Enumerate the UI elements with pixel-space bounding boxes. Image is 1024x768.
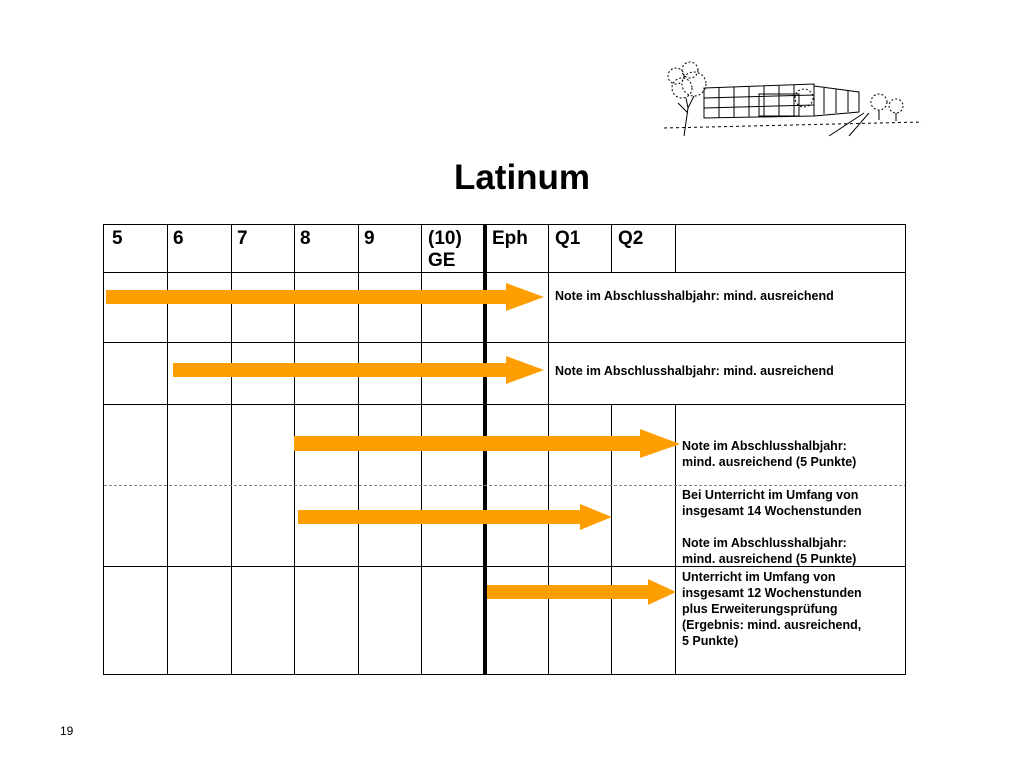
header-grade-6: 6 (173, 228, 184, 249)
header-grade-5: 5 (112, 228, 123, 249)
header-grade-7: 7 (237, 228, 248, 249)
page-number: 19 (60, 724, 74, 738)
header-grade-8: 8 (300, 228, 311, 249)
arrow-row-1 (106, 283, 544, 311)
arrow-row-4 (298, 504, 612, 530)
note-row-2: Note im Abschlusshalbjahr: mind. ausreichend (555, 364, 834, 378)
header-q2: Q2 (618, 228, 644, 249)
header-q1: Q1 (555, 228, 581, 249)
note-row-1: Note im Abschlusshalbjahr: mind. ausreichend (555, 289, 834, 303)
arrow-row-5 (487, 579, 676, 605)
note-row-4: Bei Unterricht im Umfang von insgesamt 14 Wochenstunden Note im Abschlusshalbjahr: mind. ausreichend (5 Punkte) (682, 488, 862, 566)
header-eph: Eph (492, 228, 528, 249)
header-grade-9: 9 (364, 228, 375, 249)
note-row-3: Note im Abschlusshalbjahr: mind. ausreichend (5 Punkte) (682, 439, 857, 469)
note-row-5: Unterricht im Umfang von insgesamt 12 Wochenstunden plus Erweiterungsprüfung (Ergebnis: mind. ausreichend, 5 Punkte) (682, 570, 862, 648)
slide-title: Latinum (453, 158, 591, 197)
header-grade-10-ge: (10) GE (428, 228, 462, 271)
